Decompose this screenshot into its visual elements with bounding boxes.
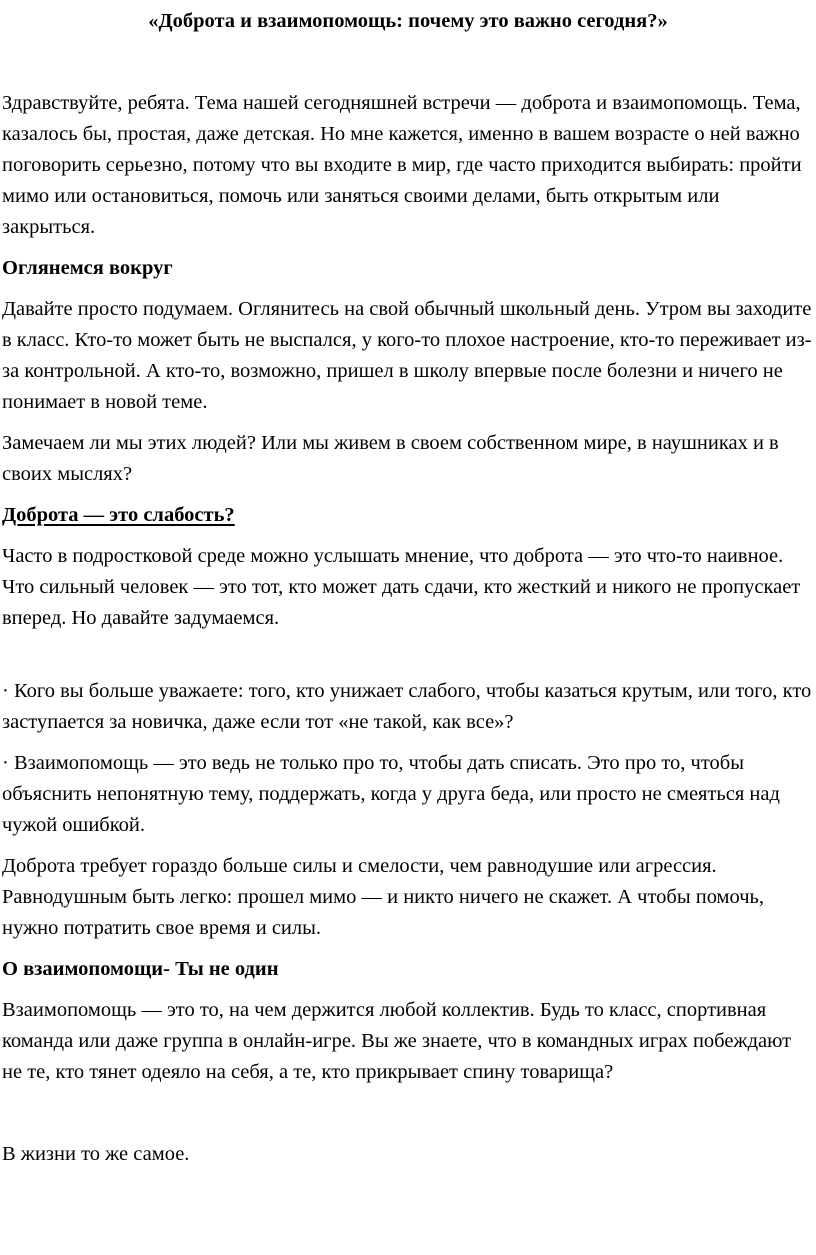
paragraph-strength-courage: Доброта требует гораздо больше силы и смелости, чем равнодушие или агрессия. Равнодушным быть легко: прошел мимо — и никто ничего не скажет. А чтобы помочь, нужно потратить свое время и силы.: [2, 855, 765, 939]
document-body: [2, 88, 814, 1180]
blank-line: [2, 644, 814, 676]
paragraph-team: Взаимопомощь — это то, на чем держится любой коллектив. Будь то класс, спортивная команда или даже группа в онлайн-игре. Вы же знаете, что в командных играх побеждают не те, кто тянет одеяло на себя, а те, кто прикрывает спину товарища?: [2, 999, 792, 1083]
section-heading-look-around: Оглянемся вокруг: [2, 257, 173, 279]
paragraph-life: В жизни то же самое.: [2, 1143, 190, 1165]
section-heading-mutual-help: О взаимопомощи- Ты не один: [2, 958, 279, 980]
bullet-respect: · Кого вы больше уважаете: того, кто унижает слабого, чтобы казаться крутым, или того, кто заступается за новичка, даже если тот «не такой, как все»?: [2, 680, 812, 733]
bullet-mutual-help: · Взаимопомощь — это ведь не только про то, чтобы дать списать. Это про то, чтобы объяснить непонятную тему, поддержать, когда у друга беда, или просто не смеяться над чужой ошибкой.: [2, 752, 780, 836]
intro-paragraph: Здравствуйте, ребята. Тема нашей сегодняшней встречи — доброта и взаимопомощь. Тема, казалось бы, простая, даже детская. Но мне кажется, именно в вашем возрасте о ней важно поговорить серьезно, потому что вы входите в мир, где часто приходится выбирать: пройти мимо или остановиться, помочь или заняться своими делами, быть открытым или закрыться.: [2, 92, 802, 238]
document-title: «Доброта и взаимопомощь: почему это важно сегодня?»: [148, 10, 668, 32]
paragraph-notice-people: Замечаем ли мы этих людей? Или мы живем в своем собственном мире, в наушниках и в своих мыслях?: [2, 432, 779, 485]
blank-line: [2, 1098, 814, 1139]
paragraph-teen-opinion: Часто в подростковой среде можно услышать мнение, что доброта — это что-то наивное. Что сильный человек — это тот, кто может дать сдачи, кто жесткий и никого не пропускает вперед. Но давайте задумаемся.: [2, 545, 801, 629]
paragraph-school-day: Давайте просто подумаем. Оглянитесь на свой обычный школьный день. Утром вы заходите в класс. Кто-то может быть не выспался, у кого-то плохое настроение, кто-то переживает из-за контрольной. А кто-то, возможно, пришел в школу впервые после болезни и ничего не понимает в новой теме.: [2, 298, 812, 413]
section-heading-kindness-weakness-text: Доброта — это слабость?: [2, 504, 235, 526]
section-heading-kindness-weakness: [2, 500, 814, 531]
